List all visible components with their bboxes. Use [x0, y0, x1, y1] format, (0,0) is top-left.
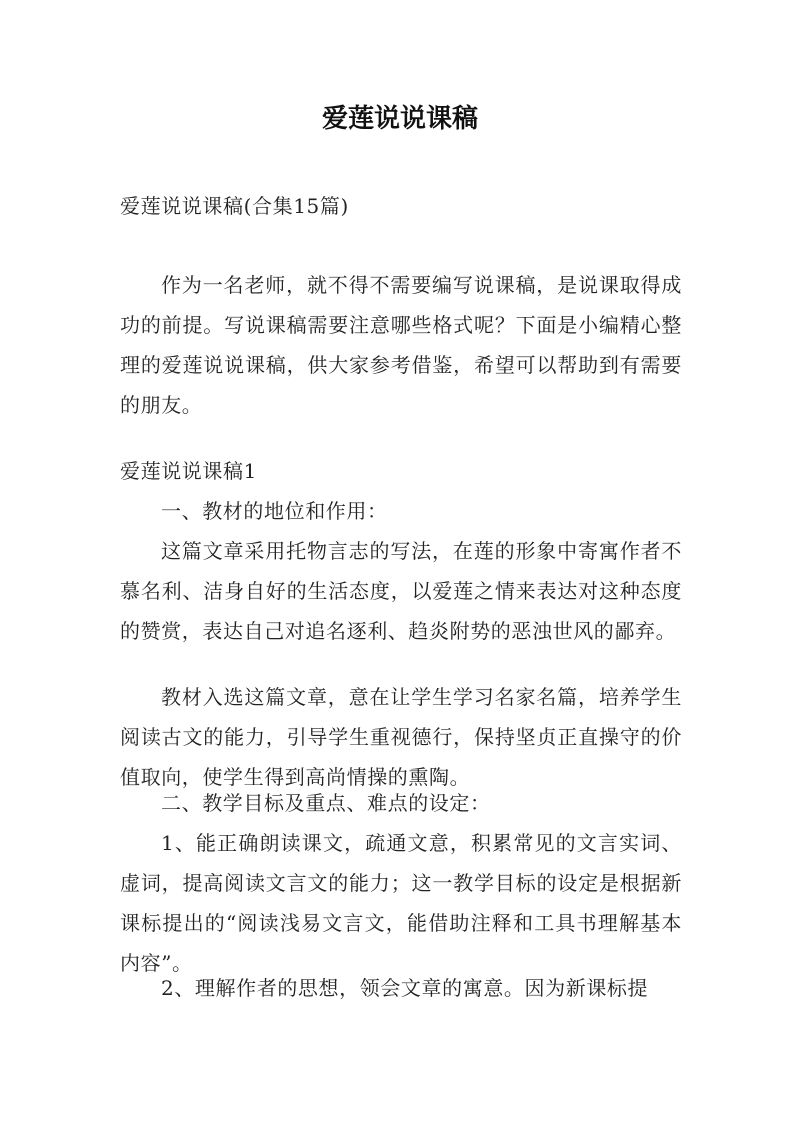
body-paragraph: 2、理解作者的思想，领会文章的寓意。因为新课标提 [161, 976, 649, 1000]
body-paragraph: 这篇文章采用托物言志的写法，在莲的形象中寄寓作者不慕名利、洁身自好的生活态度，以爱莲之情来表达对这种态度的赞赏，表达自己对追名逐利、趋炎附势的恶浊世风的鄙弃。 [120, 539, 682, 643]
section-subheading: 二、教学目标及重点、难点的设定： [161, 791, 491, 815]
body-paragraph: 教材入选这篇文章，意在让学生学习名家名篇，培养学生阅读古文的能力，引导学生重视德行，保持坚贞正直操守的价值取向，使学生得到高尚情操的熏陶。 [120, 685, 682, 789]
body-paragraph: 1、能正确朗读课文，疏通文意，积累常见的文言实词、虚词，提高阅读文言文的能力；这一教学目标的设定是根据新课标提出的“阅读浅易文言文，能借助注释和工具书理解基本内容”。 [120, 831, 682, 975]
section-heading: 爱莲说说课稿1 [120, 459, 257, 483]
section-subheading: 一、教材的地位和作用： [161, 499, 388, 523]
intro-paragraph: 作为一名老师，就不得不需要编写说课稿，是说课取得成功的前提。写说课稿需要注意哪些格式呢？下面是小编精心整理的爱莲说说课稿，供大家参考借鉴，希望可以帮助到有需要的朋友。 [120, 273, 682, 417]
document-subtitle: 爱莲说说课稿(合集15篇) [120, 194, 349, 218]
document-title: 爱莲说说课稿 [321, 104, 478, 134]
